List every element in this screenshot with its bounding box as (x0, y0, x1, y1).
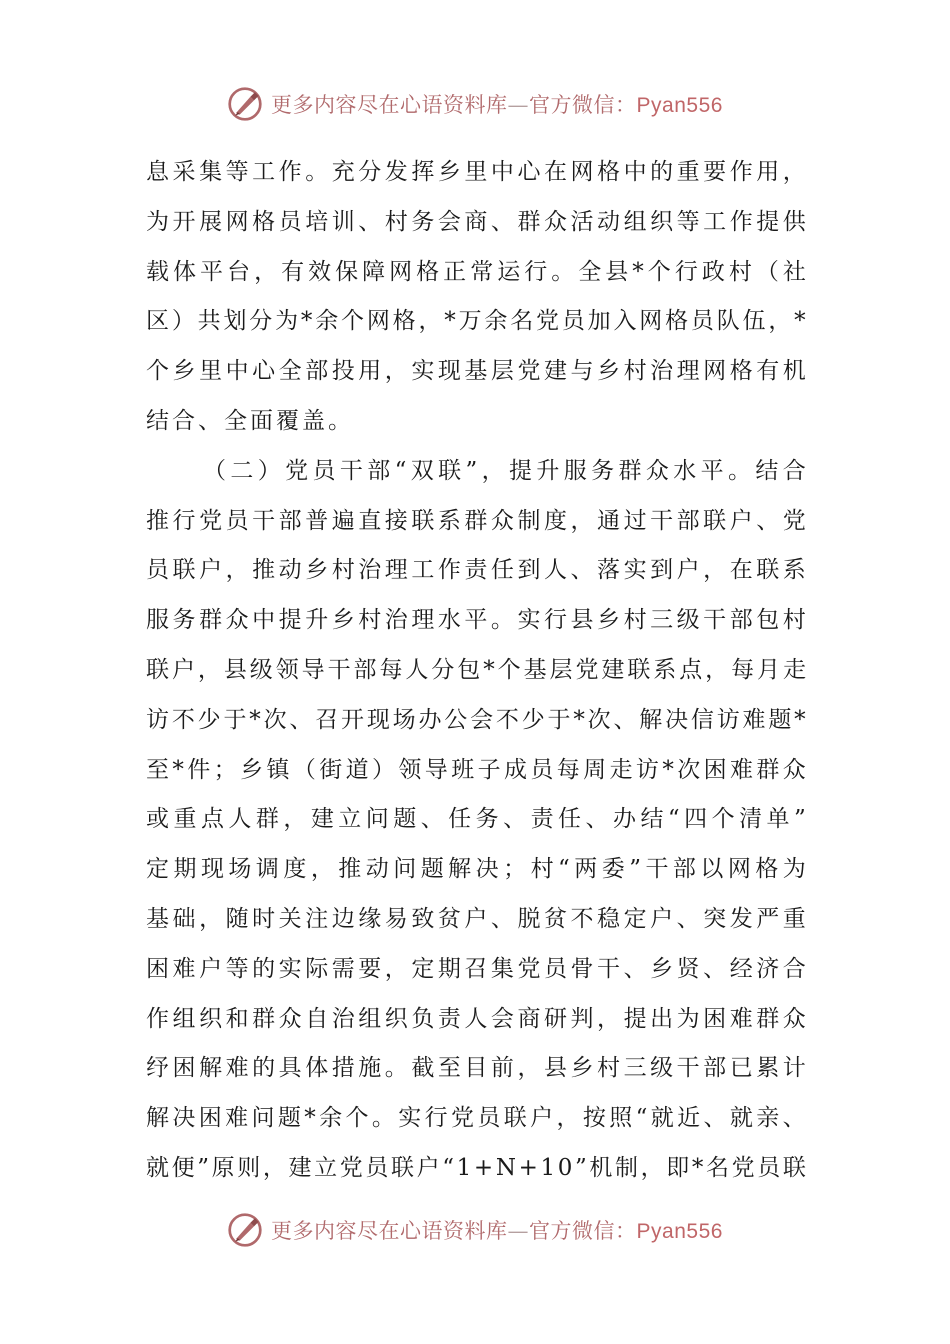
text-line: 基 础 ， 随 时 关 注 边 缘 易 致 贫 户 、 脱 贫 不 稳 定 户 、 突 发 严 重 (146, 905, 806, 932)
text-line: 为 开 展 网 格 员 培 训 、 村 务 会 商 、 群 众 活 动 组 织 等 工 作 提 供 (146, 208, 806, 235)
document-body (146, 148, 806, 1194)
banner-separator: — (507, 93, 530, 117)
banner-contact-label: 官方微信： (529, 1219, 637, 1243)
pen-quill-logo-icon (227, 86, 263, 122)
text-line: 作 组 织 和 群 众 自 治 组 织 负 责 人 会 商 研 判 ， 提 出 为 困 难 群 众 (146, 1005, 806, 1032)
text-line: 服 务 群 众 中 提 升 乡 村 治 理 水 平 。 实 行 县 乡 村 三 级 干 部 包 村 (146, 607, 806, 634)
banner-contact-label: 官方微信： (529, 93, 637, 117)
header-banner (0, 84, 950, 124)
text-line: 结合、全面覆盖。 (146, 407, 354, 434)
text-line: 息 采 集 等 工 作 。 充 分 发 挥 乡 里 中 心 在 网 格 中 的 重 要 作 用 ， (146, 159, 806, 185)
banner-separator: — (507, 1219, 530, 1243)
footer-banner (0, 1210, 950, 1250)
text-line: 推 行 党 员 干 部 普 遍 直 接 联 系 群 众 制 度 ， 通 过 干 部 联 户 、 党 (146, 507, 806, 534)
banner-title: 更多内容尽在心语资料库 (271, 93, 508, 117)
banner-text (271, 1215, 723, 1245)
text-line: 纾 困 解 难 的 具 体 措 施 。 截 至 目 前 ， 县 乡 村 三 级 干 部 已 累 计 (146, 1055, 806, 1082)
text-line: 定 期 现 场 调 度 ， 推 动 问 题 解 决 ； 村 “ 两 委 ” 干 部 以 网 格 为 (146, 856, 806, 883)
section-heading-line: （ 二 ） 党 员 干 部 “ 双 联 ” ， 提 升 服 务 群 众 水 平 。 结 合 (203, 457, 806, 484)
text-line: 或 重 点 人 群 ， 建 立 问 题 、 任 务 、 责 任 、 办 结 “ 四 个 清 单 ” (146, 806, 806, 833)
text-line: 个 乡 里 中 心 全 部 投 用 ， 实 现 基 层 党 建 与 乡 村 治 理 网 格 有 机 (146, 358, 806, 385)
text-line: 区 ） 共 划 分 为 * 余 个 网 格 ， * 万 余 名 党 员 加 入 网 格 员 队 伍 ， * (146, 308, 806, 335)
text-line: 解 决 困 难 问 题 * 余 个 。 实 行 党 员 联 户 ， 按 照 “ 就 近 、 就 亲 、 (146, 1105, 806, 1132)
pen-quill-logo-icon (227, 1212, 263, 1248)
text-line: 员 联 户 ， 推 动 乡 村 治 理 工 作 责 任 到 人 、 落 实 到 户 ， 在 联 系 (146, 557, 806, 584)
paragraph-2 (146, 447, 806, 1194)
text-line: 联 户 ， 县 级 领 导 干 部 每 人 分 包 * 个 基 层 党 建 联 系 点 ， 每 月 走 (146, 656, 806, 683)
banner-account: Pyan556 (636, 94, 723, 117)
paragraph-1 (146, 148, 806, 447)
text-line: 访 不 少 于 * 次 、 召 开 现 场 办 公 会 不 少 于 * 次 、 解 决 信 访 难 题 * (146, 706, 806, 733)
text-line: 就 便 ” 原 则 ， 建 立 党 员 联 户 “ 1 + N + 1 0 ” 机 制 ， 即 * 名 党 员 联 (146, 1154, 806, 1181)
text-line: 载 体 平 台 ， 有 效 保 障 网 格 正 常 运 行 。 全 县 * 个 行 政 村 （ 社 (146, 258, 806, 285)
banner-account: Pyan556 (636, 1220, 723, 1243)
text-line: 至 * 件 ； 乡 镇 （ 街 道 ） 领 导 班 子 成 员 每 周 走 访 * 次 困 难 群 众 (146, 756, 806, 783)
banner-text (271, 89, 723, 119)
text-line: 困 难 户 等 的 实 际 需 要 ， 定 期 召 集 党 员 骨 干 、 乡 贤 、 经 济 合 (146, 955, 806, 982)
banner-title: 更多内容尽在心语资料库 (271, 1219, 508, 1243)
